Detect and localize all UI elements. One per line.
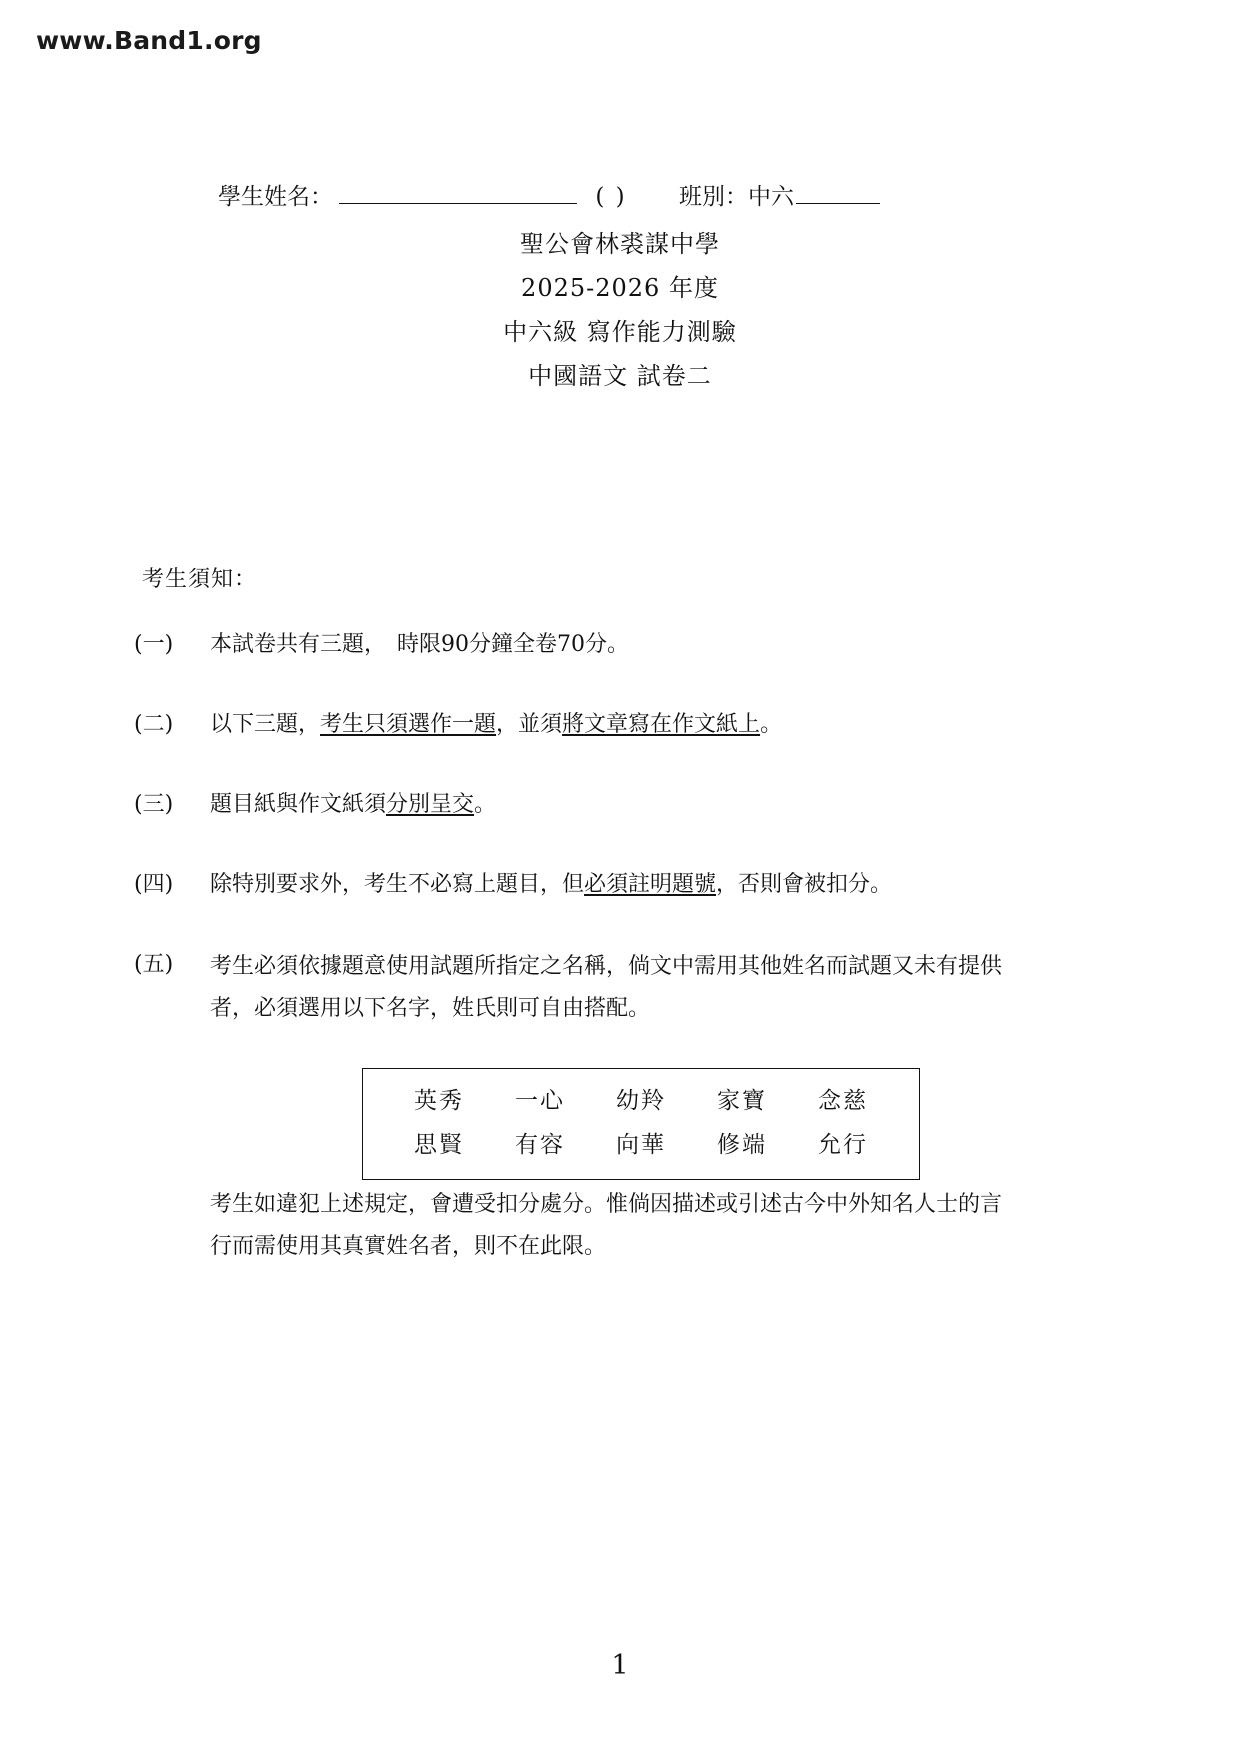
site-watermark: www.Band1.org xyxy=(36,26,262,55)
notice-item-4-text xyxy=(210,866,1134,904)
notice-item-3-text xyxy=(210,786,1134,824)
notice-item-1-text: 本試卷共有三題， 時限90分鐘全卷70分。 xyxy=(210,632,629,657)
notice-item-2-text xyxy=(210,706,1134,744)
notice-item-3-lead: 題目紙與作文紙須 xyxy=(210,792,387,817)
academic-year: 2025-2026 年度 xyxy=(521,274,719,302)
notice-item-2-tail: 。 xyxy=(760,712,783,737)
class-label: 班別：中六 xyxy=(679,184,794,210)
table-row xyxy=(369,1079,913,1123)
exam-name: 中六級 寫作能力測驗 xyxy=(503,318,737,346)
page-number: 1 xyxy=(611,1650,629,1681)
notice-item-2-underline-2: 將文章寫在作文紙上 xyxy=(562,712,761,737)
notice-item-4-underline-1: 必須註明題號 xyxy=(584,872,717,897)
student-info-row xyxy=(218,178,938,211)
notice-item-1-marker: (一) xyxy=(134,632,174,657)
name-cell: 思賢 xyxy=(414,1132,464,1158)
name-cell: 允行 xyxy=(818,1132,868,1158)
notice-item-4 xyxy=(134,866,1134,904)
notice-item-5-line-2: 者，必須選用以下名字，姓氏則可自由搭配。 xyxy=(210,996,651,1021)
name-cell: 修端 xyxy=(717,1132,767,1158)
notice-item-4-tail: ，否則會被扣分。 xyxy=(716,872,893,897)
class-blank[interactable] xyxy=(796,183,880,204)
closing-paragraph xyxy=(210,1184,1130,1268)
notice-item-2-lead: 以下三題， xyxy=(210,712,321,737)
notice-item-1 xyxy=(134,626,1134,664)
notice-item-3-tail: 。 xyxy=(474,792,497,817)
closing-line-2: 行而需使用其真實姓名者，則不在此限。 xyxy=(210,1234,607,1259)
name-cell: 向華 xyxy=(616,1132,666,1158)
notice-item-3 xyxy=(134,786,1134,824)
notice-item-4-marker: (四) xyxy=(134,872,174,897)
student-name-blank[interactable] xyxy=(339,183,577,204)
notice-item-4-lead: 除特別要求外，考生不必寫上題目，但 xyxy=(210,872,585,897)
title-block xyxy=(0,222,1240,398)
paper-name: 中國語文 試卷二 xyxy=(528,362,712,390)
notice-heading: 考生須知： xyxy=(142,567,258,592)
notice-item-5-line-1: 考生必須依據題意使用試題所指定之名稱，倘文中需用其他姓名而試題又未有提供 xyxy=(210,954,1003,979)
notice-item-3-underline-1: 分別呈交 xyxy=(386,792,475,817)
student-number-paren[interactable]: ( ) xyxy=(595,184,627,210)
name-cell: 家寶 xyxy=(717,1088,767,1114)
notice-item-2-underline-1: 考生只須選作一題 xyxy=(320,712,497,737)
name-cell: 一心 xyxy=(515,1088,565,1114)
notice-item-3-marker: (三) xyxy=(134,792,174,817)
student-name-label: 學生姓名： xyxy=(218,184,333,210)
allowed-names-table xyxy=(362,1068,920,1180)
notice-item-2-marker: (二) xyxy=(134,712,174,737)
notice-item-2-mid: ，並須 xyxy=(496,712,563,737)
notice-item-5-marker: (五) xyxy=(134,952,174,977)
table-row xyxy=(369,1123,913,1167)
name-cell: 英秀 xyxy=(414,1088,464,1114)
notice-item-5-text xyxy=(210,946,1134,1030)
name-cell: 念慈 xyxy=(818,1088,868,1114)
name-cell: 有容 xyxy=(515,1132,565,1158)
closing-line-1: 考生如違犯上述規定，會遭受扣分處分。惟倘因描述或引述古今中外知名人士的言 xyxy=(210,1192,1003,1217)
school-name: 聖公會林裘謀中學 xyxy=(520,230,720,258)
notice-item-5 xyxy=(134,946,1134,1030)
notice-item-2 xyxy=(134,706,1134,744)
name-cell: 幼羚 xyxy=(616,1088,666,1114)
